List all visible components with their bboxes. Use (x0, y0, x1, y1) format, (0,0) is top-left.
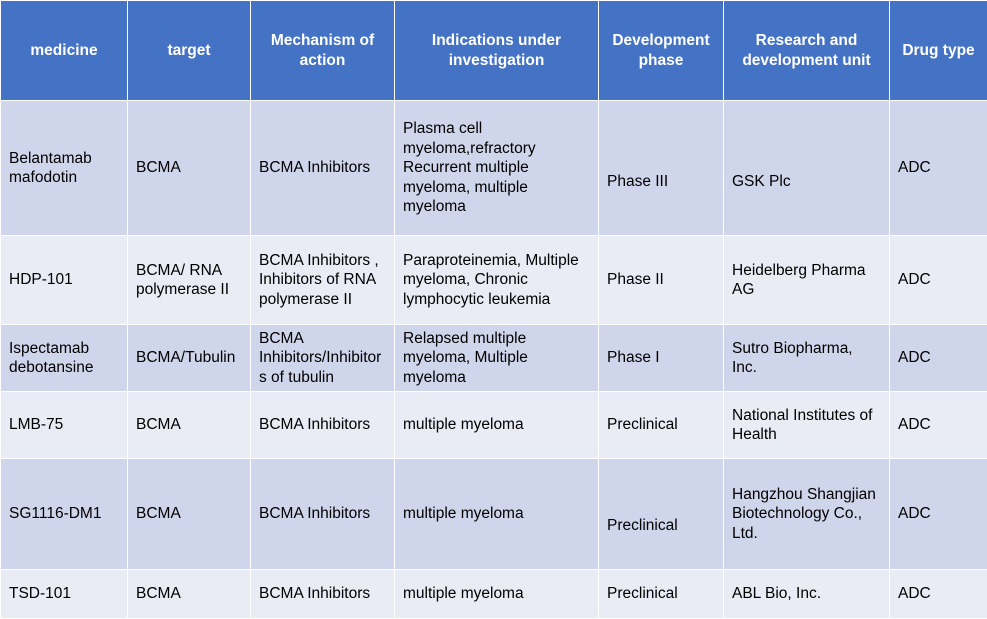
header-target: target (128, 1, 251, 101)
cell-mechanism: BCMA Inhibitors (251, 101, 395, 236)
cell-medicine: LMB-75 (1, 392, 128, 459)
cell-drug-type: ADC (890, 236, 987, 325)
cell-unit: National Institutes of Health (724, 392, 890, 459)
cell-medicine: Belantamab mafodotin (1, 101, 128, 236)
table-row (1, 570, 987, 619)
header-mechanism: Mechanism of action (251, 1, 395, 101)
header-phase: Development phase (599, 1, 724, 101)
cell-indications: Relapsed multiple myeloma, Multiple myeloma (395, 325, 599, 392)
cell-indications: Plasma cell myeloma,refractory Recurrent multiple myeloma, multiple myeloma (395, 101, 599, 236)
table-row (1, 325, 987, 392)
cell-mechanism: BCMA Inhibitors (251, 392, 395, 459)
cell-mechanism: BCMA Inhibitors (251, 459, 395, 570)
cell-medicine: Ispectamab debotansine (1, 325, 128, 392)
table-row (1, 236, 987, 325)
cell-target: BCMA (128, 392, 251, 459)
cell-medicine: SG1116-DM1 (1, 459, 128, 570)
cell-target: BCMA/Tubulin (128, 325, 251, 392)
cell-phase: Phase I (599, 325, 724, 392)
table-row (1, 392, 987, 459)
cell-unit: Hangzhou Shangjian Biotechnology Co., Ltd. (724, 459, 890, 570)
cell-phase: Phase II (599, 236, 724, 325)
cell-indications: multiple myeloma (395, 459, 599, 570)
cell-drug-type: ADC (890, 459, 987, 570)
cell-unit: Heidelberg Pharma AG (724, 236, 890, 325)
header-indications: Indications under investigation (395, 1, 599, 101)
header-unit: Research and development unit (724, 1, 890, 101)
cell-phase: Preclinical (599, 570, 724, 619)
header-medicine: medicine (1, 1, 128, 101)
table-header-row (1, 1, 987, 101)
cell-phase: Preclinical (599, 392, 724, 459)
table-row (1, 459, 987, 570)
header-drug-type: Drug type (890, 1, 987, 101)
cell-target: BCMA (128, 101, 251, 236)
table-row (1, 101, 987, 236)
cell-indications: multiple myeloma (395, 570, 599, 619)
cell-phase: Preclinical (599, 459, 724, 570)
cell-drug-type: ADC (890, 101, 987, 236)
cell-target: BCMA (128, 570, 251, 619)
cell-drug-type: ADC (890, 392, 987, 459)
cell-mechanism: BCMA Inhibitors , Inhibitors of RNA polymerase II (251, 236, 395, 325)
cell-drug-type: ADC (890, 325, 987, 392)
cell-unit: GSK Plc (724, 101, 890, 236)
cell-target: BCMA/ RNA polymerase II (128, 236, 251, 325)
cell-mechanism: BCMA Inhibitors/Inhibitors of tubulin (251, 325, 395, 392)
cell-target: BCMA (128, 459, 251, 570)
cell-indications: Paraproteinemia, Multiple myeloma, Chronic lymphocytic leukemia (395, 236, 599, 325)
cell-indications: multiple myeloma (395, 392, 599, 459)
cell-mechanism: BCMA Inhibitors (251, 570, 395, 619)
cell-unit: ABL Bio, Inc. (724, 570, 890, 619)
cell-phase: Phase III (599, 101, 724, 236)
cell-unit: Sutro Biopharma, Inc. (724, 325, 890, 392)
cell-drug-type: ADC (890, 570, 987, 619)
cell-medicine: TSD-101 (1, 570, 128, 619)
cell-medicine: HDP-101 (1, 236, 128, 325)
